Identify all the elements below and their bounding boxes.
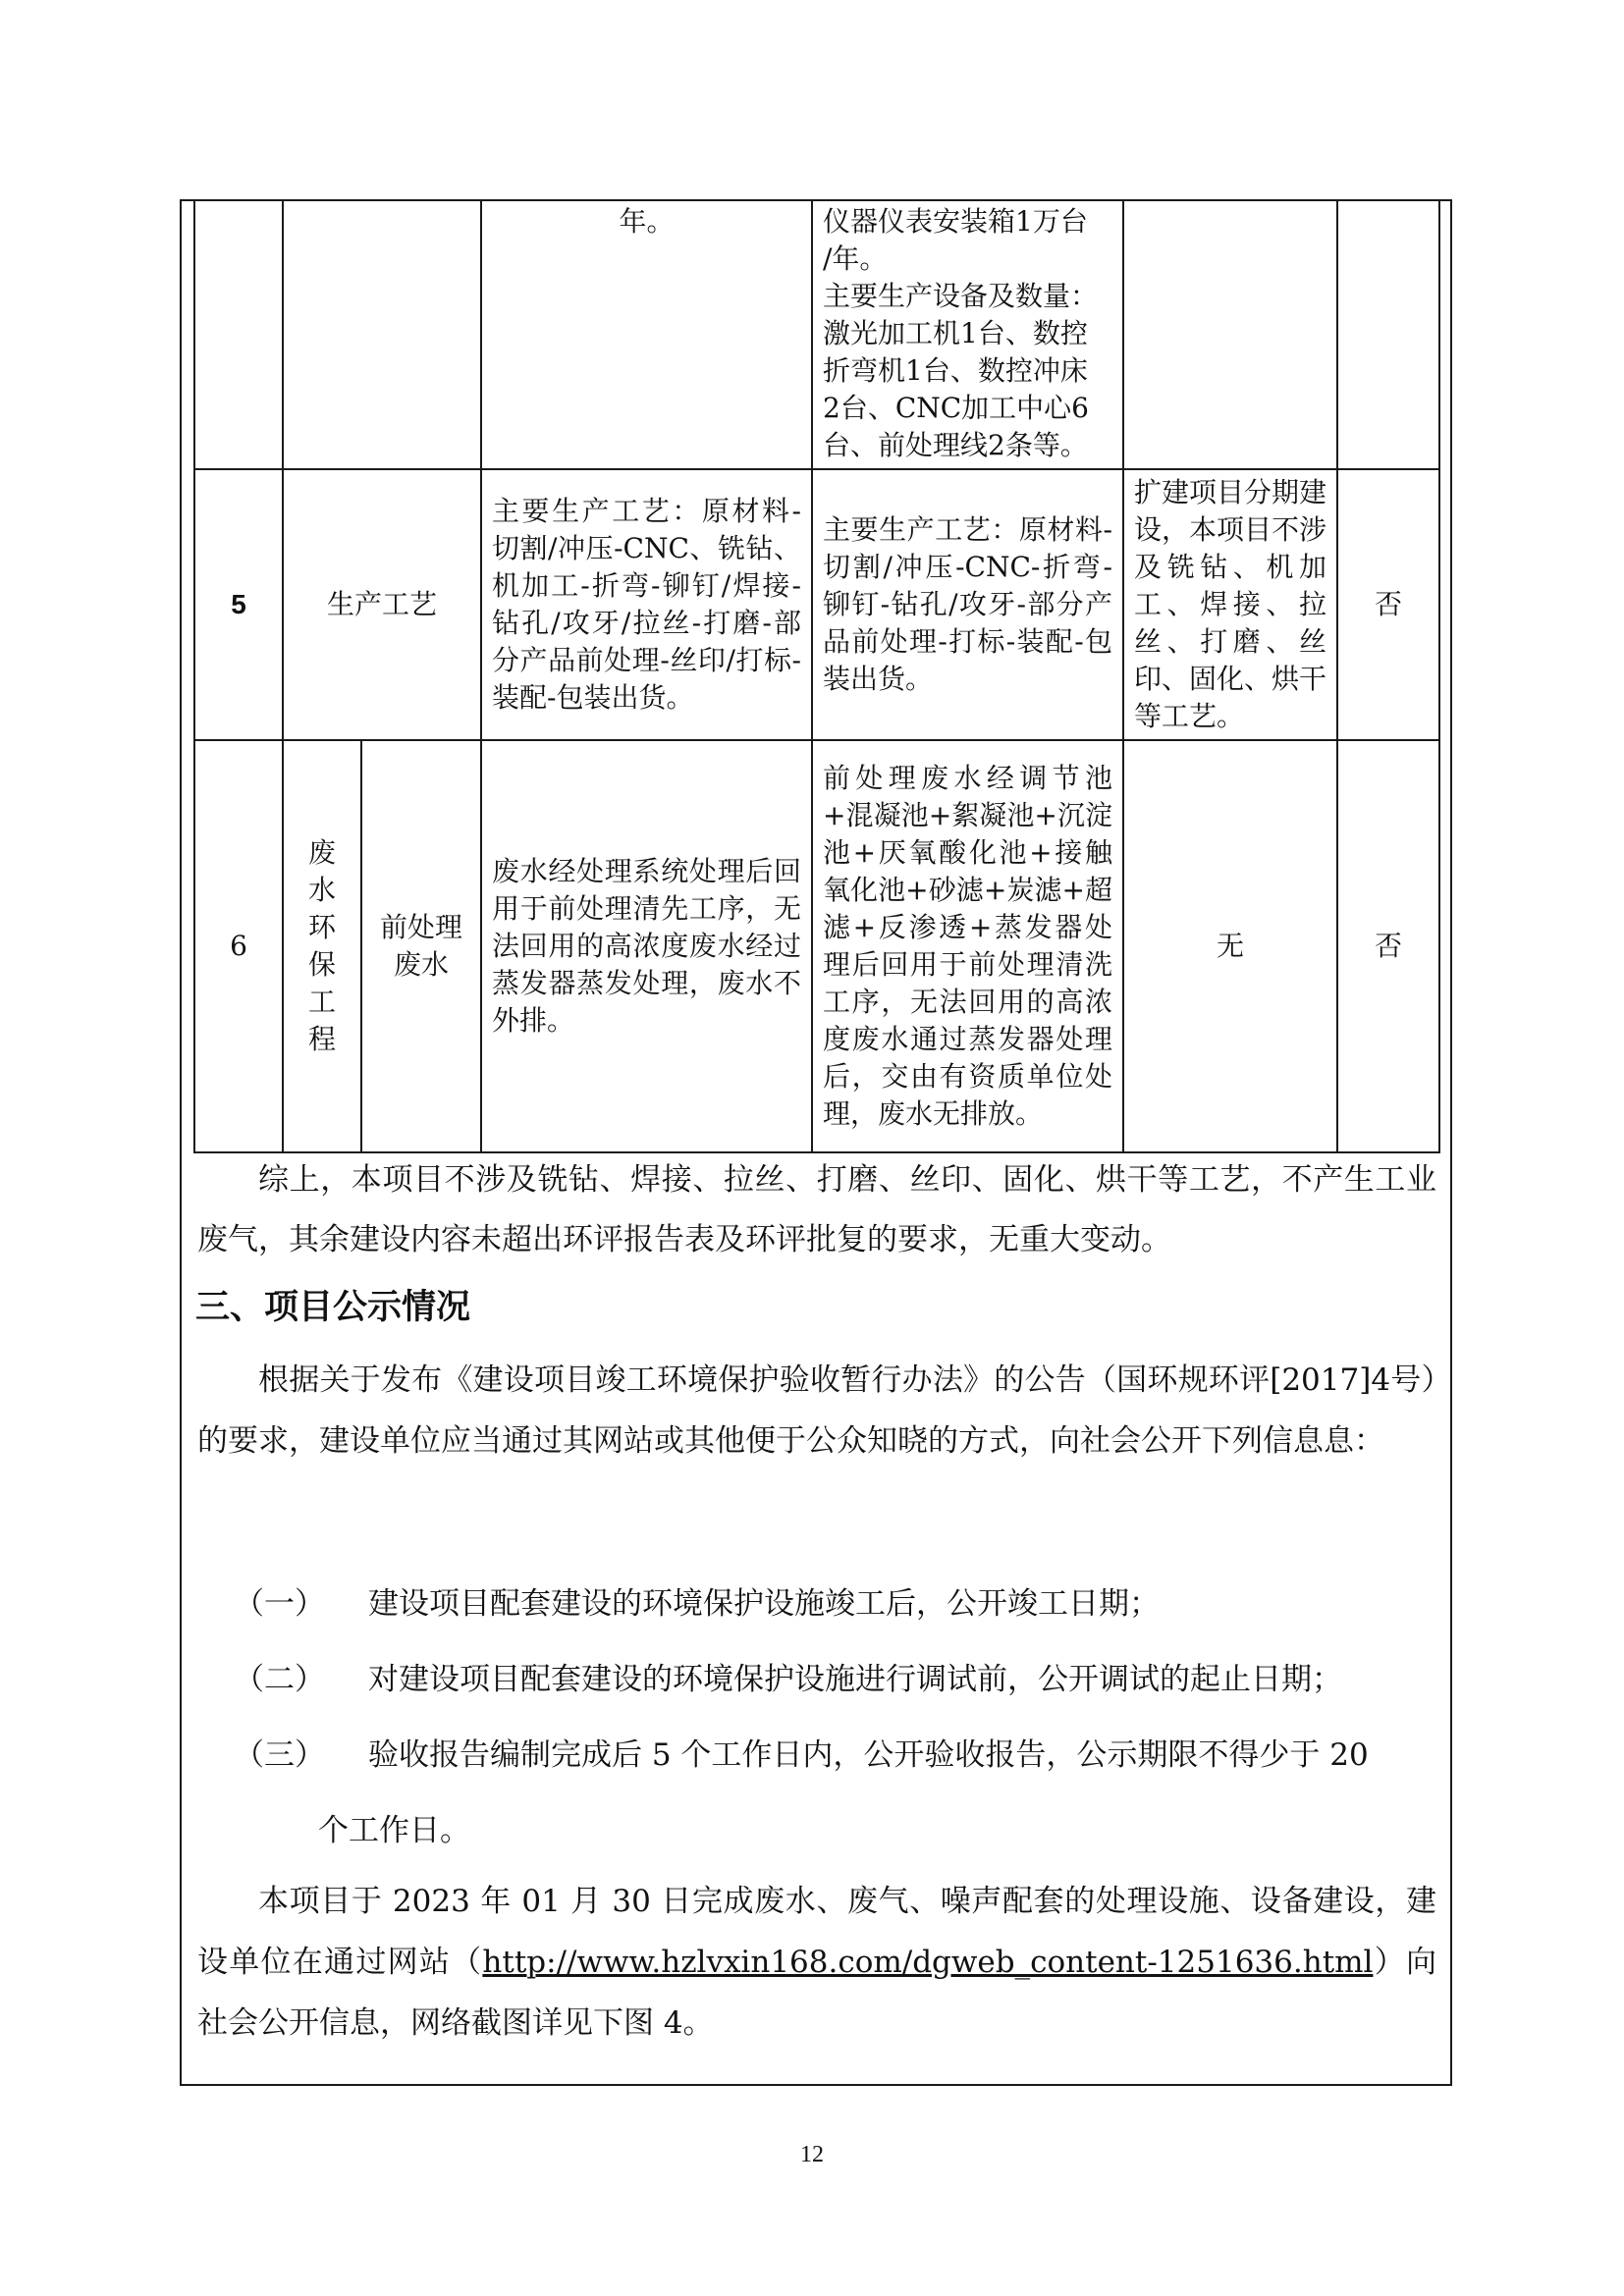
comparison-table	[193, 199, 1440, 1153]
row5-major: 否	[1337, 469, 1439, 740]
table-row-5	[194, 469, 1439, 740]
list-item-continuation: 个工作日。	[318, 1813, 470, 1848]
row6-major: 否	[1337, 740, 1439, 1152]
row6-change: 无	[1123, 740, 1337, 1152]
row6-subitem: 前处理废水	[361, 740, 481, 1152]
list-item-text: 验收报告编制完成后 5 个工作日内，公开验收报告，公示期限不得少于 20	[368, 1737, 1369, 1773]
summary-paragraph: 综上，本项目不涉及铣钻、焊接、拉丝、打磨、丝印、固化、烘干等工艺，不产生工业废气，其余建设内容未超出环评报告表及环评批复的要求，无重大变动。	[197, 1162, 1436, 1257]
publication-text-end: ）向社会公开信息，网络截图详见下图 4。	[197, 1945, 1436, 2041]
publication-text-start: 本项目于 2023 年 01 月 30 日完成废水、废气、噪声配套的处理设施、设备建设，建设单位在通过网站（	[197, 1884, 1436, 1980]
table-row-6	[194, 740, 1439, 1152]
cell-num-cont	[194, 199, 283, 469]
cont-actual-line: 2台、CNC加工中心6	[823, 392, 1089, 424]
page-number: 12	[800, 2142, 824, 2167]
cell-actual-cont	[812, 199, 1123, 469]
cell-name-cont	[283, 199, 481, 469]
cont-actual-line: /年。	[823, 242, 888, 275]
cont-actual-line: 主要生产设备及数量：	[823, 280, 1099, 312]
row6-actual: 前处理废水经调节池+混凝池+絮凝池+沉淀池+厌氧酸化池+接触氧化池+砂滤+炭滤+超滤+反渗透+蒸发器处理后回用于前处理清洗工序，无法回用的高浓度废水通过蒸发器处理后，交由有资质单位处理，废水无排放。	[812, 740, 1123, 1152]
row5-number: 5	[194, 469, 283, 740]
publication-paragraph	[197, 1871, 1436, 2054]
website-link[interactable]: http://www.hzlvxin168.com/dgweb_content-1251636.html	[482, 1945, 1374, 1980]
row6-eia: 废水经处理系统处理后回用于前处理清先工序，无法回用的高浓度废水经过蒸发器蒸发处理，废水不外排。	[481, 740, 812, 1152]
table-row-continued	[194, 199, 1439, 469]
row5-eia: 主要生产工艺：原材料-切割/冲压-CNC、铣钻、机加工-折弯-铆钉/焊接-钻孔/攻牙/拉丝-打磨-部分产品前处理-丝印/打标-装配-包装出货。	[481, 469, 812, 740]
intro-paragraph: 根据关于发布《建设项目竣工环境保护验收暂行办法》的公告（国环规环评[2017]4号）的要求，建设单位应当通过其网站或其他便于公众知晓的方式，向社会公开下列信息息：	[197, 1362, 1436, 1459]
cell-major-cont	[1337, 199, 1439, 469]
row6-category-text: 废水环保工程	[308, 836, 337, 1055]
list-item-tag: （三）	[234, 1737, 325, 1773]
cell-eia-cont	[481, 199, 812, 469]
list-item-text: 对建设项目配套建设的环境保护设施进行调试前，公开调试的起止日期；	[368, 1662, 1342, 1697]
cont-actual-line: 台、前处理线2条等。	[823, 429, 1088, 461]
list-item-tag: （一）	[234, 1586, 325, 1622]
row5-actual: 主要生产工艺：原材料-切割/冲压-CNC-折弯-铆钉-钻孔/攻牙-部分产品前处理-打标-装配-包装出货。	[812, 469, 1123, 740]
cont-actual-line: 折弯机1台、数控冲床	[823, 354, 1088, 387]
row5-name: 生产工艺	[283, 469, 481, 740]
row5-change: 扩建项目分期建设，本项目不涉及铣钻、机加工、焊接、拉丝、打磨、丝印、固化、烘干等工艺。	[1123, 469, 1337, 740]
cont-actual-line: 仪器仪表安装箱1万台	[823, 205, 1088, 238]
row6-category	[283, 740, 361, 1152]
cont-actual-line: 激光加工机1台、数控	[823, 317, 1088, 349]
cont-eia-text: 年。	[619, 205, 675, 238]
list-item-tag: （二）	[234, 1662, 325, 1697]
list-item-text: 建设项目配套建设的环境保护设施竣工后，公开竣工日期；	[368, 1586, 1160, 1622]
cell-change-cont	[1123, 199, 1337, 469]
section-heading: 三、项目公示情况	[195, 1288, 471, 1327]
row6-number: 6	[194, 740, 283, 1152]
